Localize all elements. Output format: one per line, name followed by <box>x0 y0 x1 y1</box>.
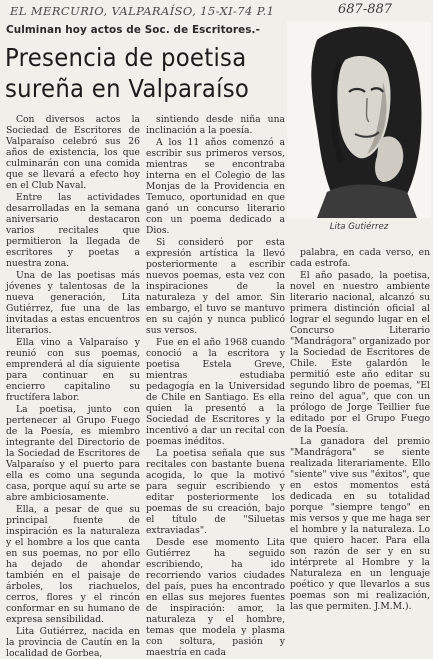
photo-caption: Lita Gutiérrez <box>329 222 389 232</box>
paragraph: La poetisa, junto con pertenecer al Grupo Fuego de la Poesía, es miembro integrante del Directorio de la Sociedad de Escritores de Valparaíso y el puerto para ella es como una segunda casa, porque aquí su arte se abre ambiciosamente. <box>6 404 140 503</box>
kicker-line: Culminan hoy actos de Soc. de Escritores.- <box>6 24 261 36</box>
paragraph: Con diversos actos la Sociedad de Escritores de Valparaíso celebró sus 26 años de existencia, los que culminarán con una comida que se llevará a efecto hoy en el Club Naval. <box>6 114 140 191</box>
paragraph: palabra, en cada verso, en cada estrofa. <box>290 247 430 269</box>
paragraph: El año pasado, la poetisa, novel en nuestro ambiente literario nacional, alcanzó su primera distinción oficial al lograr el segundo lugar en el Concurso Literario "Mandrágora" organizado por la Sociedad de Escritores de Chile. Este galardón le permitió este año editar su segundo libro de poemas, "El reino del agua", que con un prólogo de Jorge Teillier fue editado por el Grupo Fuego de la Poesía. <box>290 270 430 435</box>
article-column-3 <box>290 247 430 612</box>
handwritten-source-note: EL MERCURIO, VALPARAÍSO, 15-XI-74 P.1 <box>10 4 275 18</box>
headline-line-2: sureña en Valparaíso <box>5 74 250 103</box>
paragraph: Una de las poetisas más jóvenes y talentosas de la nueva generación, Lita Gutiérrez, fue una de las invitadas a estas encuentros literarios. <box>6 270 140 336</box>
article-column-2 <box>146 114 285 658</box>
paragraph: Ella, a pesar de que su principal fuente de inspiración es la naturaleza y el hombre a los que canta en sus poemas, no por ello ha dejado de ahondar también en el paisaje de árboles, los riachuelos, cerros, flores y el rincón conformar en su humano de expresa sensibilidad. <box>6 504 140 625</box>
headline <box>5 42 295 104</box>
handwritten-ref-number: 687-887 <box>338 2 393 17</box>
paragraph: La ganadora del premio "Mandrágora" se siente realizada literariamente. Ello "siente" vive sus "éxitos", que en estos momentos está dedicada en su totalidad porque "siempre tengo" en mis versos y que me haga ser el hombre y la naturaleza. Lo que quiero hacer. Para ella son razón de ser y en su intérprete al Hombre y la Naturaleza en un lenguaje poético y que llevarlos a sus poemas son mi realización, las que permiten. J.M.M.). <box>290 436 430 612</box>
paragraph: Entre las actividades desarrolladas en la semana aniversario destacaron varios recitales que permitieron la llegada de escritores y poetas a nuestra zona. <box>6 192 140 269</box>
headline-line-1: Presencia de poetisa <box>5 43 247 72</box>
paragraph: Desde ese momento Lita Gutiérrez ha seguido escribiendo, ha ido recorriendo varios ciudades del país, pues ha encontrado en ellas sus mejores fuentes de inspiración: amor, la naturaleza y el hombre, temas que modela y plasma con soltura, pasión y maestría en cada <box>146 537 285 658</box>
paragraph: La poetisa señala que sus recitales con bastante buena acogida, lo que la motivó para seguir escribiendo y editar posteriormente los poemas de su creación, bajo el título de "Siluetas extraviadas". <box>146 448 285 536</box>
paragraph: Ella vino a Valparaíso y reunió con sus poemas, emprenderá al día siguiente para continuar en su encierro capitalino su fructífera labor. <box>6 337 140 403</box>
article-column-1 <box>6 114 140 659</box>
paragraph: Fue en el año 1968 cuando conoció a la escritora y poetisa Estela Greve, mientras estudiaba pedagogía en la Universidad de Chile en Santiago. Es ella quien la presentó a la Sociedad de Escritores y la incentivó a dar un recital con poemas inéditos. <box>146 337 285 447</box>
portrait-photo <box>287 22 431 218</box>
paragraph: A los 11 años comenzó a escribir sus primeros versos, mientras se encontraba interna en el Colegio de las Monjas de la Providencia en Temuco, oportunidad en que ganó un concurso literario con un poema dedicado a Dios. <box>146 137 285 236</box>
paragraph: Si consideró por esta expresión artística la llevó posteriormente a escribir nuevos poemas, esta vez con inspiraciones de la naturaleza y del amor. Sin embargo, el tuvo se mantuvo en su cajón y nunca publicó sus versos. <box>146 237 285 336</box>
paragraph: Lita Gutiérrez, nacida en la provincia de Cautín en la localidad de Gorbea, <box>6 626 140 659</box>
paragraph: sintiendo desde niña una inclinación a la poesía. <box>146 114 285 136</box>
